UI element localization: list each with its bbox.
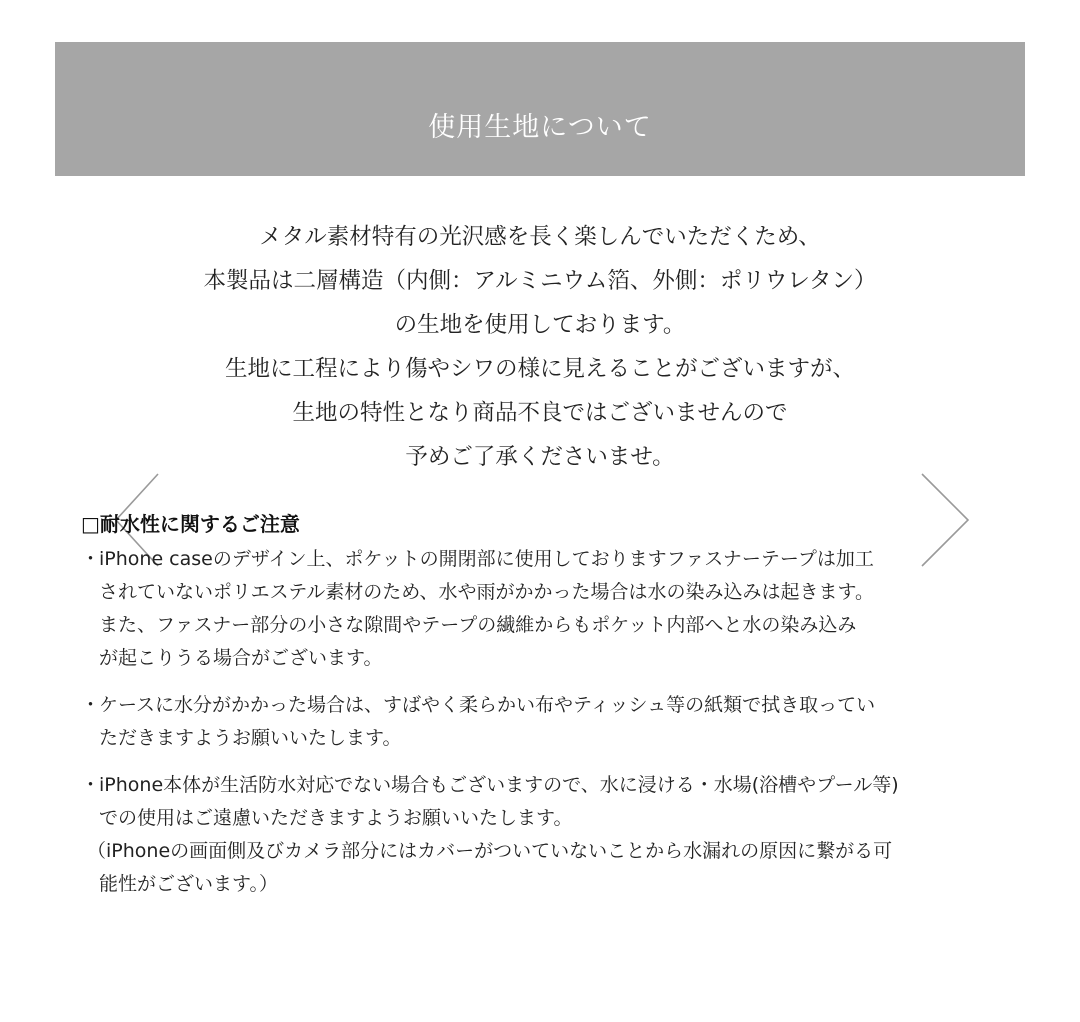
section-header-banner	[55, 42, 1025, 176]
bullet-mark: ・	[81, 774, 101, 796]
note-line: での使用はご遠慮いただきますようお願いいたします。	[99, 807, 573, 829]
note-item	[81, 543, 1041, 675]
note-line: されていないポリエステル素材のため、水や雨がかかった場合は水の染み込みは起きます。	[99, 581, 875, 603]
note-item	[81, 769, 1041, 901]
intro-line: 予めご了承くださいませ。	[405, 444, 675, 470]
intro-line: 生地に工程により傷やシワの様に見えることがございますが、	[224, 356, 855, 382]
note-line: 能性がございます。）	[99, 873, 278, 895]
section-title: 使用生地について	[428, 111, 652, 143]
note-item	[81, 689, 1041, 755]
intro-line: 本製品は二層構造（内側：アルミニウム箔、外側：ポリウレタン）	[203, 268, 877, 294]
water-resistance-notes	[81, 508, 1041, 915]
intro-line: 生地の特性となり商品不良ではございませんので	[292, 400, 788, 426]
note-line: ケースに水分がかかった場合は、すばやく柔らかい布やティッシュ等の紙類で拭き取ってい	[99, 694, 876, 716]
note-line: が起こりうる場合がございます。	[99, 647, 383, 669]
note-line: iPhone caseのデザイン上、ポケットの開閉部に使用しておりますファスナーテープは加工	[99, 548, 874, 570]
bullet-mark: ・	[81, 694, 101, 716]
note-line: （iPhoneの画面側及びカメラ部分にはカバーがついていないことから水漏れの原因に繋がる可	[87, 840, 893, 862]
intro-line: の生地を使用しております。	[394, 312, 686, 338]
note-line: ただきますようお願いいたします。	[99, 727, 402, 749]
intro-text-block	[0, 215, 1080, 479]
notes-heading: □耐水性に関するご注意	[81, 512, 300, 536]
note-line: また、ファスナー部分の小さな隙間やテープの繊維からもポケット内部へと水の染み込み	[99, 614, 857, 636]
note-line: iPhone本体が生活防水対応でない場合もございますので、水に浸ける・水場(浴槽やプール等)	[99, 774, 899, 796]
intro-line: メタル素材特有の光沢感を長く楽しんでいただくため、	[259, 224, 821, 250]
bullet-mark: ・	[81, 548, 101, 570]
